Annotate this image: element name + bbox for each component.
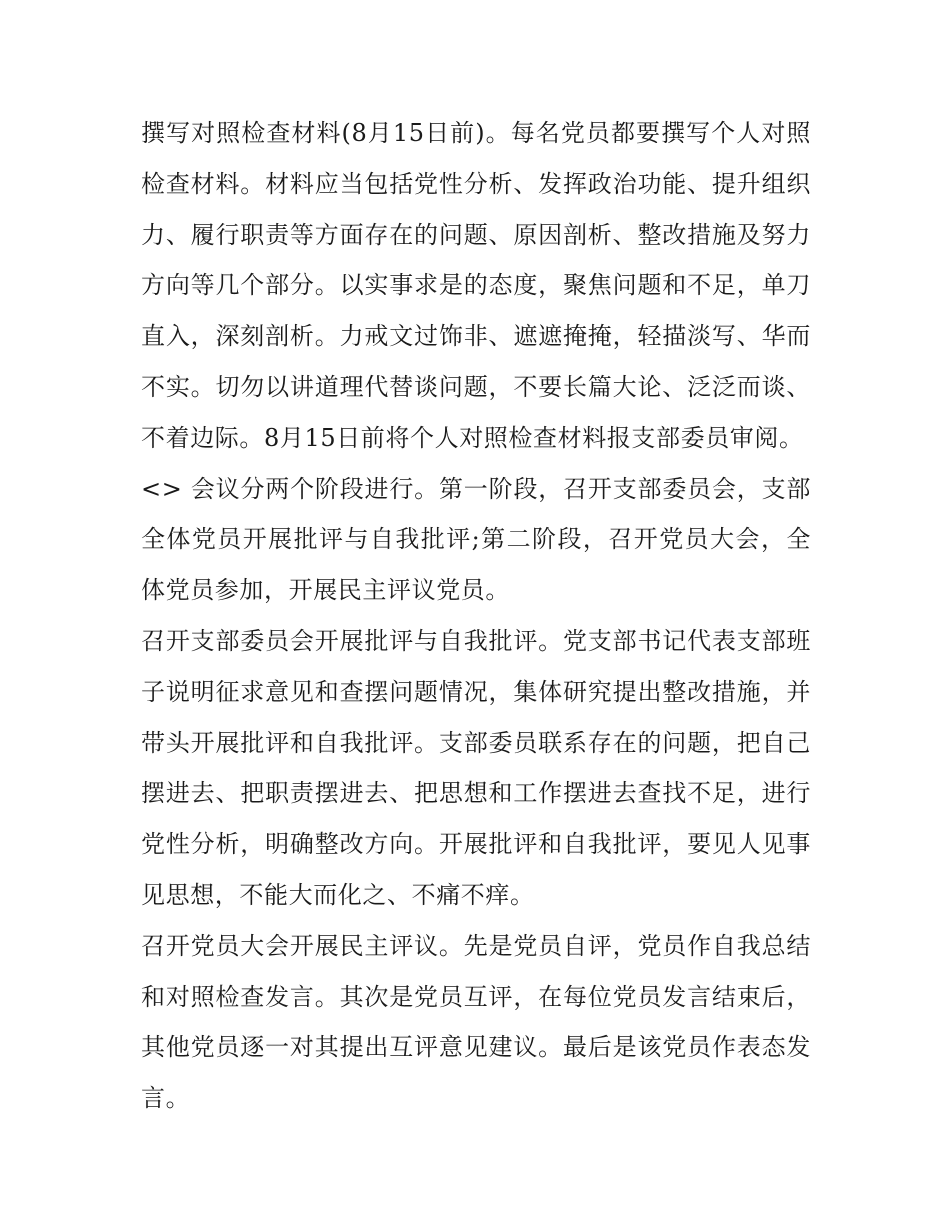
document-body <box>141 108 811 1124</box>
paragraph-meeting-stages: <> 会议分两个阶段进行。第一阶段，召开支部委员会，支部全体党员开展批评与自我批评;第二阶段，召开党员大会，全体党员参加，开展民主评议党员。 <box>141 474 811 605</box>
paragraph-party-member-assembly: 召开党员大会开展民主评议。先是党员自评，党员作自我总结和对照检查发言。其次是党员互评，在每位党员发言结束后，其他党员逐一对其提出互评意见建议。最后是该党员作表态发言。 <box>141 931 811 1113</box>
paragraph-branch-committee-criticism: 召开支部委员会开展批评与自我批评。党支部书记代表支部班子说明征求意见和查摆问题情况，集体研究提出整改措施，并带头开展批评和自我批评。支部委员联系存在的问题，把自己摆进去、把职责摆进去、把思想和工作摆进去查找不足，进行党性分析，明确整改方向。开展批评和自我批评，要见人见事见思想，不能大而化之、不痛不痒。 <box>141 626 811 909</box>
paragraph-self-check-materials: 撰写对照检查材料(8月15日前)。每名党员都要撰写个人对照检查材料。材料应当包括党性分析、发挥政治功能、提升组织力、履行职责等方面存在的问题、原因剖析、整改措施及努力方向等几个部分。以实事求是的态度，聚焦问题和不足，单刀直入，深刻剖析。力戒文过饰非、遮遮掩掩，轻描淡写、华而不实。切勿以讲道理代替谈问题，不要长篇大论、泛泛而谈、不着边际。8月15日前将个人对照检查材料报支部委员审阅。 <box>141 119 811 452</box>
